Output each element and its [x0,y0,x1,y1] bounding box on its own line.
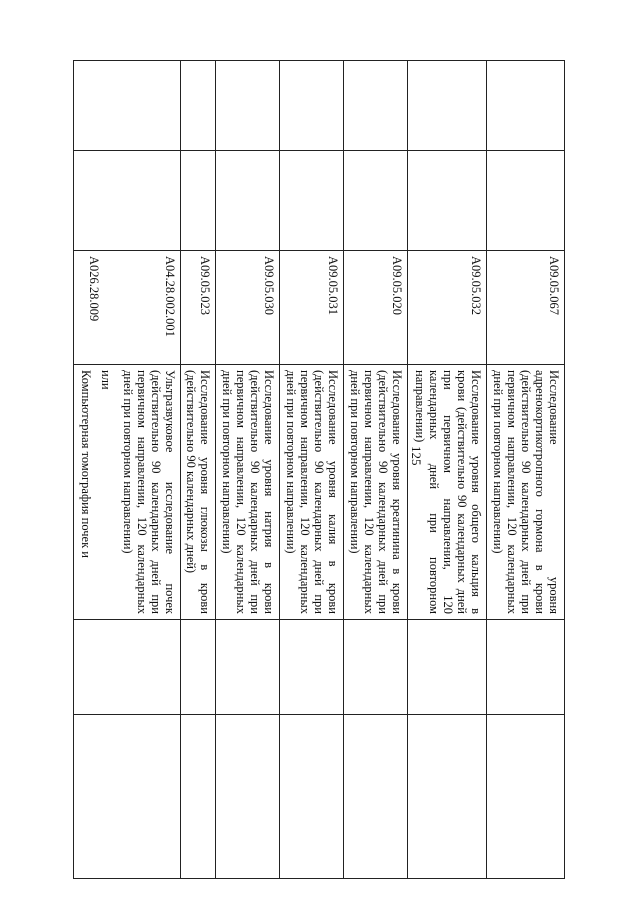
service-name-alternative: Компьютерная томография почек и [78,370,93,558]
spacer [101,256,163,359]
cell-empty [408,715,486,879]
table-row [486,61,564,879]
table-row [216,61,280,879]
services-table-rotated [73,60,565,878]
cell-group [408,61,486,151]
cell-code: A09.05.032 [408,251,486,365]
cell-empty [344,715,408,879]
cell-empty [180,151,216,251]
cell-code [74,251,181,365]
cell-empty [74,715,181,879]
or-label: или [98,370,113,390]
cell-empty [216,620,280,715]
table-row [74,61,181,879]
cell-empty [344,620,408,715]
services-table [73,60,565,879]
cell-group [216,61,280,151]
cell-empty [180,715,216,879]
code-alternative: A026.28.009 [86,256,101,322]
cell-empty [74,620,181,715]
cell-empty [344,151,408,251]
table-row [408,61,486,879]
cell-empty [486,151,564,251]
table-row [280,61,344,879]
cell-service-name: Исследование уровня глюкозы в крови (действительно 90 календарных дней) [180,365,216,620]
cell-empty [280,715,344,879]
cell-empty [280,620,344,715]
cell-empty [216,151,280,251]
table-row [344,61,408,879]
cell-code: A09.05.020 [344,251,408,365]
cell-empty [280,151,344,251]
service-name-primary: Ультразвуковое исследование почек (действительно 90 календарных дней при первичном направлении, 120 календарных дней при повторном направлении) [120,370,177,614]
cell-empty [216,715,280,879]
table-row [180,61,216,879]
cell-service-name: Исследование уровня натрия в крови (действительно 90 календарных дней при первичном направлении, 120 календарных дней при повторном направлении) [216,365,280,620]
cell-group [180,61,216,151]
cell-empty [74,151,181,251]
cell-empty [408,151,486,251]
cell-service-name: Исследование уровня креатинина в крови (действительно 90 календарных дней при первичном направлении, 120 календарных дней при повторном направлении) [344,365,408,620]
cell-service-name: Исследование уровня адренокортикотропного гормона в крови (действительно 90 календарных дней при первичном направлении, 120 календарных дней при повторном направлении) [486,365,564,620]
cell-group [486,61,564,151]
cell-empty [408,620,486,715]
cell-group [74,61,181,151]
cell-service-name: Исследование уровня калия в крови (действительно 90 календарных дней при первичном направлении, 120 календарных дней при повторном направлении) [280,365,344,620]
cell-code: A09.05.023 [180,251,216,365]
cell-group [344,61,408,151]
cell-empty [180,620,216,715]
cell-empty [486,715,564,879]
cell-code: A09.05.030 [216,251,280,365]
cell-code: A09.05.067 [486,251,564,365]
cell-code: A09.05.031 [280,251,344,365]
cell-empty [486,620,564,715]
cell-group [280,61,344,151]
page-number: 125 [409,446,424,466]
cell-service-name: Исследование уровня общего кальция в крови (действительно 90 календарных дней при первичном направлении, 120 календарных дней при повторном направлении) [408,365,486,620]
cell-service-name [74,365,181,620]
code-primary: A04.28.002.001 [162,256,177,337]
